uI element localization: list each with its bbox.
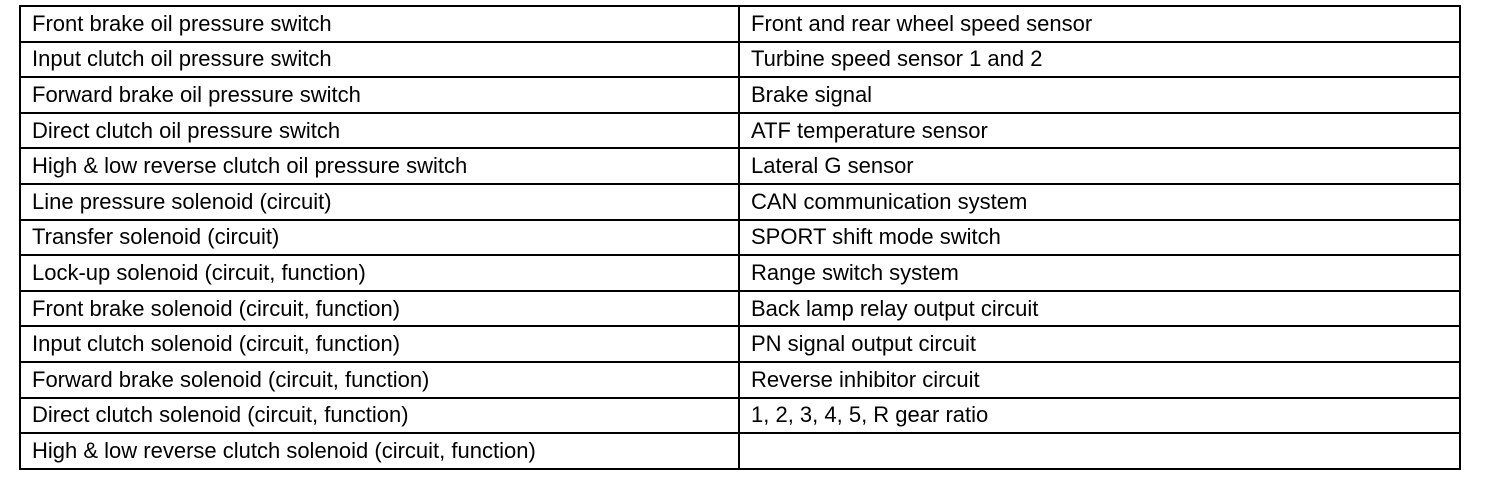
table-row	[20, 184, 1460, 220]
table-cell: Input clutch oil pressure switch	[20, 42, 739, 78]
table-row	[20, 6, 1460, 42]
table-cell: Lateral G sensor	[739, 148, 1460, 184]
table-cell: Brake signal	[739, 77, 1460, 113]
table-cell: Front and rear wheel speed sensor	[739, 6, 1460, 42]
table-cell: Direct clutch solenoid (circuit, function)	[20, 398, 739, 434]
table-row	[20, 77, 1460, 113]
table-cell: Front brake oil pressure switch	[20, 6, 739, 42]
table-cell: ATF temperature sensor	[739, 113, 1460, 149]
table-cell: Transfer solenoid (circuit)	[20, 220, 739, 256]
diagnosis-items-table-container	[19, 5, 1459, 470]
table-cell: SPORT shift mode switch	[739, 220, 1460, 256]
diagnosis-items-table	[19, 5, 1461, 470]
table-cell: High & low reverse clutch solenoid (circuit, function)	[20, 433, 739, 469]
table-cell: Input clutch solenoid (circuit, function)	[20, 326, 739, 362]
table-cell: Line pressure solenoid (circuit)	[20, 184, 739, 220]
table-cell: Forward brake solenoid (circuit, function)	[20, 362, 739, 398]
table-cell: Lock-up solenoid (circuit, function)	[20, 255, 739, 291]
table-row	[20, 42, 1460, 78]
table-cell: Turbine speed sensor 1 and 2	[739, 42, 1460, 78]
table-row	[20, 113, 1460, 149]
table-cell: PN signal output circuit	[739, 326, 1460, 362]
table-cell: Forward brake oil pressure switch	[20, 77, 739, 113]
table-cell-empty	[739, 433, 1460, 469]
table-cell: Reverse inhibitor circuit	[739, 362, 1460, 398]
table-row	[20, 326, 1460, 362]
table-cell: High & low reverse clutch oil pressure switch	[20, 148, 739, 184]
table-row	[20, 291, 1460, 327]
table-cell: Range switch system	[739, 255, 1460, 291]
table-cell: Back lamp relay output circuit	[739, 291, 1460, 327]
table-cell: 1, 2, 3, 4, 5, R gear ratio	[739, 398, 1460, 434]
table-cell: Front brake solenoid (circuit, function)	[20, 291, 739, 327]
table-row	[20, 255, 1460, 291]
table-row	[20, 220, 1460, 256]
table-row	[20, 148, 1460, 184]
table-row	[20, 433, 1460, 469]
table-cell: CAN communication system	[739, 184, 1460, 220]
table-row	[20, 362, 1460, 398]
table-cell: Direct clutch oil pressure switch	[20, 113, 739, 149]
table-row	[20, 398, 1460, 434]
